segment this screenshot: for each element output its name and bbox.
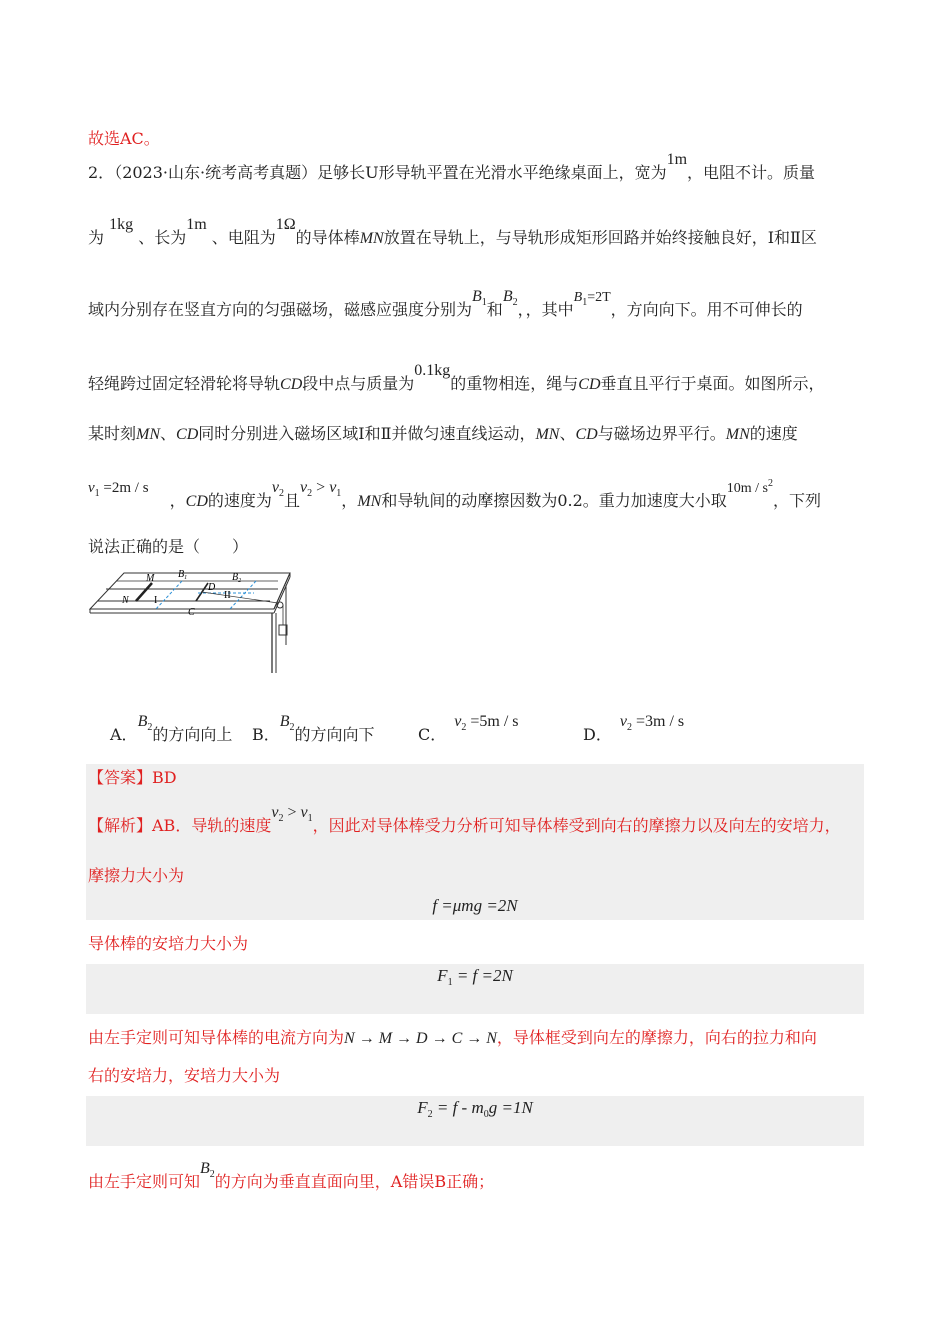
label-b2: $B_2$ [232, 572, 242, 584]
analysis-friction: 摩擦力大小为 [88, 866, 185, 885]
label-c: C [188, 607, 195, 618]
label-region-2: II [224, 590, 231, 601]
question-line-2: 为 1kg 、长为1m 、电阻为1Ω的导体棒MN放置在导轨上，与导轨形成矩形回路并始终接触良好，Ⅰ和Ⅱ区 [88, 216, 817, 247]
option-a[interactable]: A．$B_2$的方向向上 [110, 713, 233, 744]
question-line-6: $v_1 =2m / s$ ，CD的速度为$v_2$且$v_2 > v_1$，MN和导轨间的动摩擦因数为0.2。重力加速度大小取$10m / s^2$，下列 [88, 478, 822, 510]
question-line-1: 2．（2023·山东·统考高考真题）足够长U形导轨平置在光滑水平绝缘桌面上，宽为1m，电阻不计。质量 [88, 151, 816, 182]
question-line-4: 轻绳跨过固定轻滑轮将导轨CD段中点与质量为0.1kg的重物相连，绳与CD垂直且平行于桌面。如图所示， [88, 362, 825, 393]
analysis-current-2: 右的安培力，安培力大小为 [88, 1066, 281, 1085]
option-d[interactable]: D． $v_2 =3m / s$ [583, 713, 685, 744]
equation-2: $F_1 = f =2N$ [437, 966, 513, 988]
option-c[interactable]: C． $v_2 =5m / s$ [418, 713, 519, 744]
label-b1: $B_1$ [178, 569, 188, 581]
question-line-5: 某时刻MN、CD同时分别进入磁场区域Ⅰ和Ⅱ并做匀速直线运动，MN、CD与磁场边界平行。MN的速度 [88, 424, 798, 443]
analysis-b2-direction: 由左手定则可知$B_2$的方向为垂直直面向里，A错误B正确； [88, 1160, 495, 1191]
question-line-3: 域内分别存在竖直方向的匀强磁场，磁感应强度分别为$B_1$和$B_2$，，其中$B_1=2T$，方向向下。用不可伸长的 [88, 288, 803, 319]
analysis-ampere: 导体棒的安培力大小为 [88, 934, 249, 953]
label-region-1: I [154, 595, 158, 606]
equation-3: $F_2 = f - m_0g =1N$ [417, 1098, 533, 1120]
analysis-current-1: 由左手定则可知导体棒的电流方向为N → M → D → C → N，导体框受到向左的摩擦力，向右的拉力和向 [88, 1028, 817, 1047]
question-line-7: 说法正确的是（ ） [88, 537, 249, 556]
label-n: N [122, 595, 129, 606]
rail-diagram [86, 565, 306, 680]
label-d: D [208, 582, 216, 593]
analysis-line-1: 【解析】AB．导轨的速度$v_2 > v_1$，因此对导体棒受力分析可知导体棒受到向右的摩擦力以及向左的安培力， [88, 804, 841, 835]
option-b[interactable]: B．$B_2$的方向向下 [252, 713, 375, 744]
label-m: M [146, 573, 155, 584]
equation-1: f =μmg =2N [432, 896, 518, 915]
answer-label: 【答案】BD [88, 768, 177, 787]
conclusion-prev: 故选AC。 [88, 129, 160, 148]
